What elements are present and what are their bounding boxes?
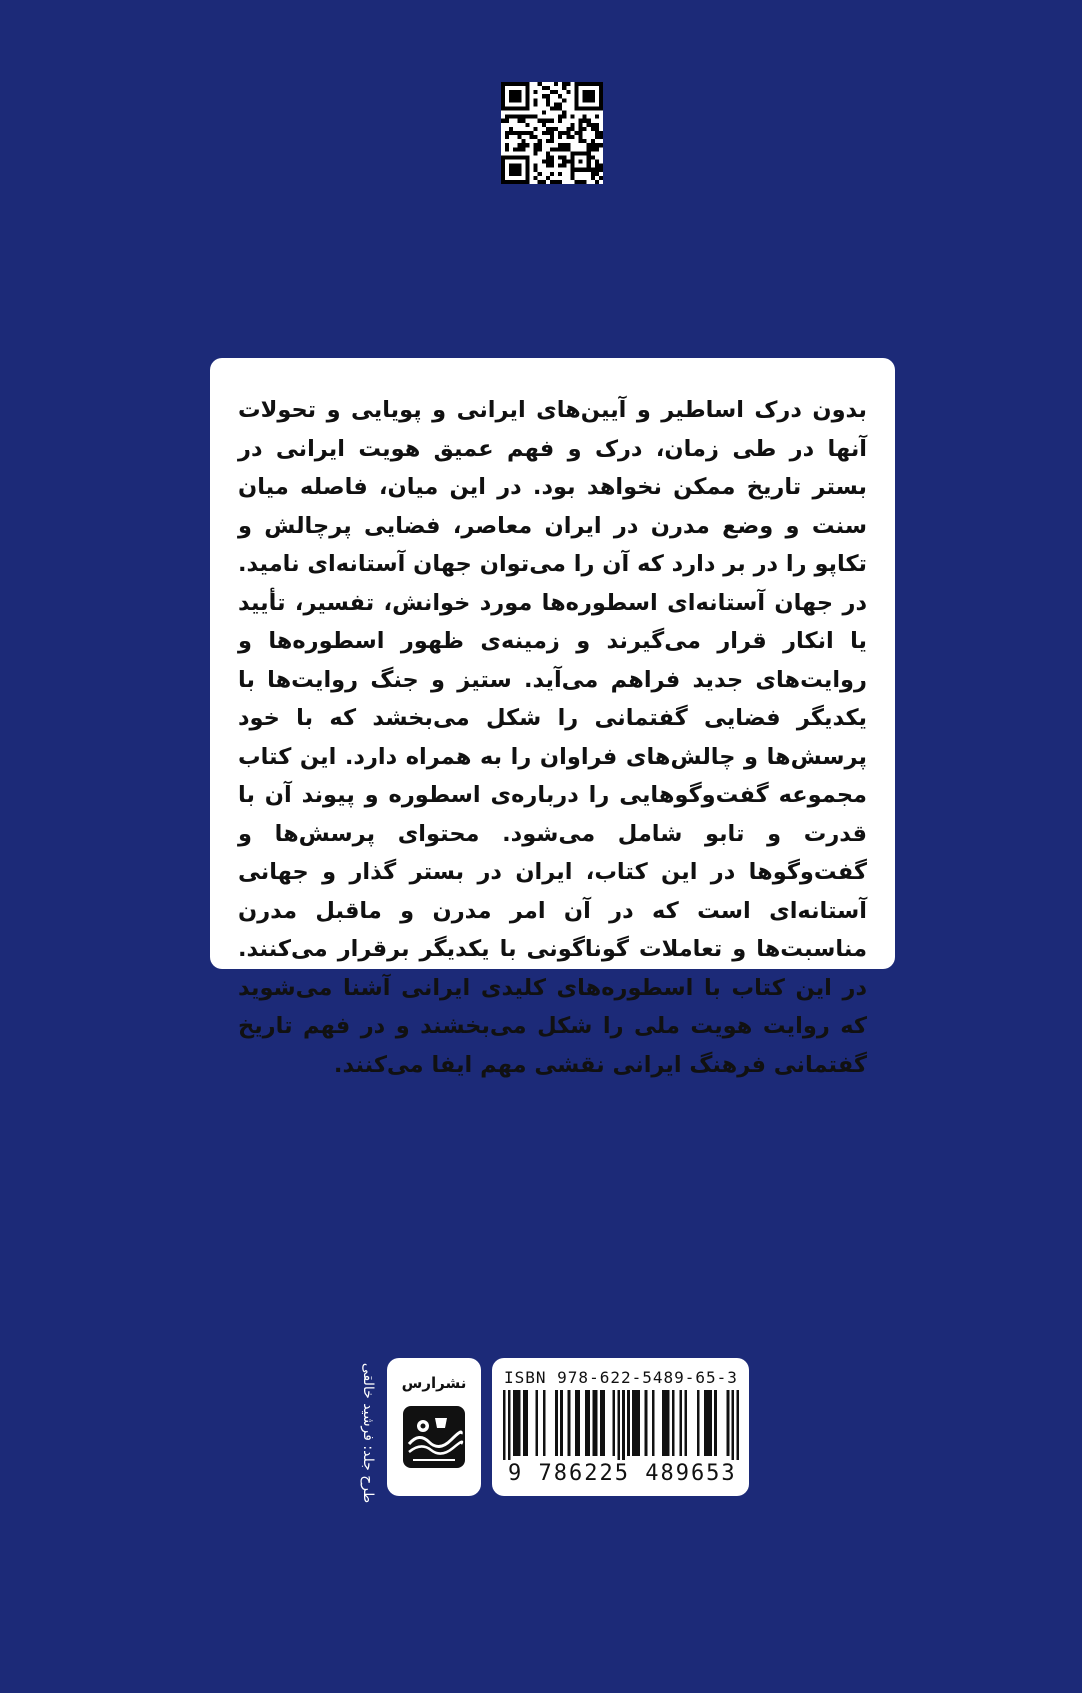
barcode-bar <box>732 1390 735 1460</box>
barcode-bar <box>592 1390 595 1456</box>
barcode-bar <box>714 1390 717 1456</box>
barcode-bar <box>578 1390 581 1456</box>
barcode-icon <box>503 1390 739 1460</box>
barcode-bar <box>518 1390 521 1456</box>
qr-code-icon <box>501 82 603 184</box>
barcode-bar <box>652 1390 655 1456</box>
barcode-bar <box>679 1390 682 1456</box>
isbn-barcode <box>492 1358 749 1496</box>
blurb-text: بدون درک اساطیر و آیین‌های ایرانی و پویایی و تحولات آنها در طی زمان، درک و فهم عمیق هویت ایرانی در بستر تاریخ ممکن نخواهد بود. در این میان، فاصله میان سنت و وضع مدرن در ایران معاصر، فضایی پرچالش و تکاپو را در بر دارد که آن را می‌توان جهان آستانه‌ای نامید. در جهان آستانه‌ای اسطوره‌ها مورد خوانش، تفسیر، تأیید یا انکار قرار می‌گیرند و زمینه‌ی ظهور اسطوره‌ها و روایت‌های جدید فراهم می‌آید. ستیز و جنگ روایت‌ها با یکدیگر فضایی گفتمانی را شکل می‌بخشد که با خود پرسش‌ها و چالش‌های فراوان را به همراه دارد. این کتاب مجموعه گفت‌وگوهایی را درباره‌ی اسطوره و پیوند آن با قدرت و تابو شامل می‌شود. محتوای پرسش‌ها و گفت‌وگوها در این کتاب، ایران در بستر گذار و جهانی آستانه‌ای است که در آن امر مدرن و ماقبل مدرن مناسبت‌ها و تعاملات گوناگونی با یکدیگر برقرار می‌کنند. در این کتاب با اسطوره‌های کلیدی ایرانی آشنا می‌شوید که روایت هویت ملی را شکل می‌بخشند و در فهم تاریخ گفتمانی فرهنگ ایرانی نقشی مهم ایفا می‌کنند. <box>238 397 867 1078</box>
barcode-bar <box>645 1390 648 1456</box>
barcode-bar <box>637 1390 640 1456</box>
barcode-bar <box>662 1390 665 1456</box>
barcode-bar <box>684 1390 687 1456</box>
barcode-bar <box>622 1390 625 1460</box>
barcode-bar <box>635 1390 638 1456</box>
barcode-bar <box>508 1390 511 1460</box>
barcode-bar <box>704 1390 707 1456</box>
barcode-bar <box>568 1390 571 1456</box>
barcode-bar <box>600 1390 603 1456</box>
barcode-bar <box>737 1390 739 1460</box>
barcode-bar <box>585 1390 588 1456</box>
barcode-bar <box>543 1390 546 1456</box>
barcode-bar <box>595 1390 598 1456</box>
publisher-logo-icon <box>401 1404 467 1470</box>
barcode-bar <box>627 1390 630 1456</box>
isbn-label: ISBN 978-622-5489-65-3 <box>504 1368 738 1387</box>
blurb-panel <box>210 358 895 1078</box>
barcode-bar <box>632 1390 635 1456</box>
barcode-bar <box>617 1390 620 1460</box>
barcode-bar <box>523 1390 526 1456</box>
barcode-bar <box>612 1390 615 1456</box>
barcode-bar <box>602 1390 605 1456</box>
barcode-bar <box>664 1390 667 1456</box>
barcode-bar <box>555 1390 558 1456</box>
barcode-bar <box>587 1390 590 1456</box>
barcode-bar <box>672 1390 675 1456</box>
publisher-name: نشرارس <box>401 1374 467 1392</box>
barcode-bar <box>667 1390 670 1456</box>
barcode-bar <box>560 1390 563 1456</box>
credit-text: طرح جلد: فرشید خالقی <box>360 1362 376 1504</box>
barcode-bar <box>707 1390 710 1456</box>
barcode-bar <box>525 1390 528 1456</box>
barcode-bar <box>515 1390 518 1456</box>
publisher-badge <box>387 1358 481 1496</box>
barcode-digits: 9 786225 489653 <box>508 1461 737 1486</box>
barcode-bar <box>513 1390 516 1456</box>
barcode-bar <box>709 1390 712 1456</box>
cover-design-credit <box>356 1358 380 1508</box>
barcode-bar <box>575 1390 578 1456</box>
barcode-bar <box>503 1390 506 1460</box>
barcode-bar <box>727 1390 730 1456</box>
barcode-bar <box>697 1390 700 1456</box>
barcode-bar <box>535 1390 538 1456</box>
